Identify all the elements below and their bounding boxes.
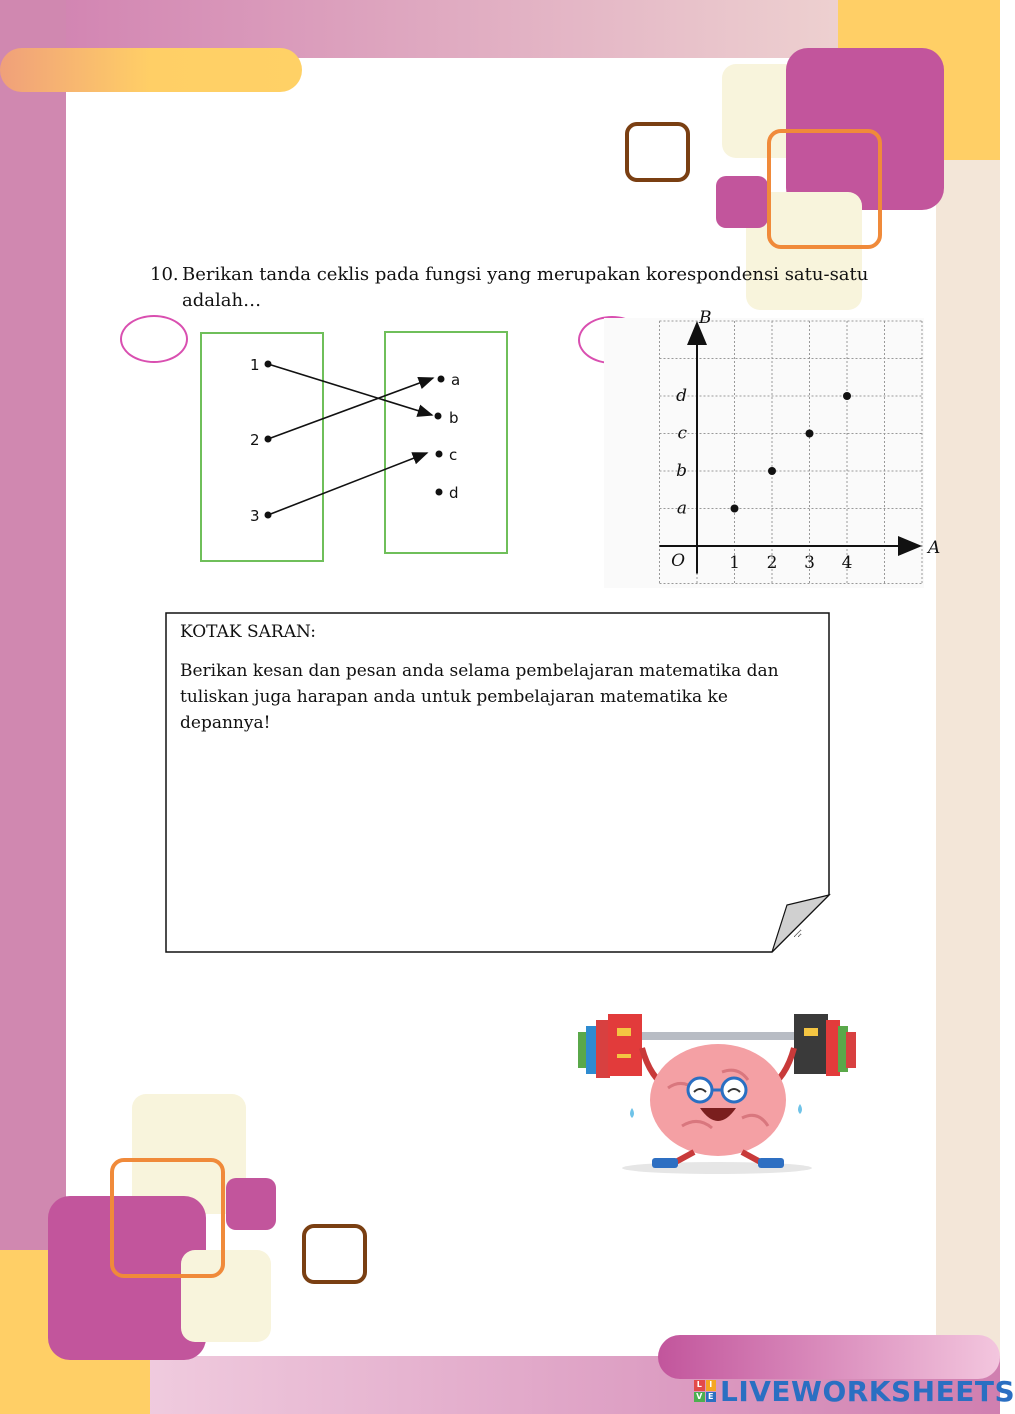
codomain-label-d: d xyxy=(449,484,459,502)
x-tick-label: 3 xyxy=(804,553,815,573)
suggestion-answer-input[interactable] xyxy=(178,744,802,938)
x-tick-label: 4 xyxy=(841,553,853,573)
question-number: 10. xyxy=(150,264,179,285)
arrow-1-to-b xyxy=(268,364,432,415)
codomain-label-a: a xyxy=(451,371,461,389)
bottom-pill xyxy=(658,1335,1000,1379)
y-tick-label: a xyxy=(676,498,687,519)
codomain-dot-c xyxy=(436,451,443,458)
logo-letter-v: V xyxy=(694,1392,705,1403)
domain-label-3: 3 xyxy=(250,507,260,525)
x-tick-label: 1 xyxy=(729,553,740,573)
liveworksheets-logo xyxy=(694,1374,1015,1408)
origin-label: O xyxy=(671,551,685,571)
liveworksheets-logo-icon xyxy=(694,1380,716,1402)
logo-letter-l: L xyxy=(694,1380,705,1391)
codomain-dot-b xyxy=(435,413,442,420)
codomain-dot-d xyxy=(436,489,443,496)
brand-name: LIVEWORKSHEETS xyxy=(720,1374,1015,1408)
arrow-3-to-c xyxy=(268,453,427,515)
magenta-small-square-bottom xyxy=(226,1178,276,1230)
domain-label-2: 2 xyxy=(250,431,260,449)
data-point-2 xyxy=(768,467,776,475)
brain-lifting-books-icon xyxy=(572,1008,862,1178)
arrow-2-to-a xyxy=(268,378,433,439)
y-tick-label: c xyxy=(677,423,687,444)
y-tick-label: b xyxy=(676,461,687,481)
logo-letter-i: I xyxy=(706,1380,717,1391)
brown-outline-square-bottom xyxy=(304,1226,365,1282)
suggestion-title: KOTAK SARAN: xyxy=(180,622,316,642)
x-tick-label: 2 xyxy=(766,553,778,573)
coordinate-graph xyxy=(604,308,941,588)
codomain-label-c: c xyxy=(449,446,458,464)
data-point-4 xyxy=(843,392,851,400)
logo-letter-e: E xyxy=(706,1392,717,1403)
x-axis-label: A xyxy=(928,538,941,558)
data-point-1 xyxy=(731,505,739,513)
domain-label-1: 1 xyxy=(250,356,260,374)
question-text: Berikan tanda ceklis pada fungsi yang merupakan korespondensi satu-satu adalah… xyxy=(182,264,869,311)
y-tick-label: d xyxy=(676,386,687,406)
codomain-dot-a xyxy=(438,376,445,383)
y-axis-label: B xyxy=(699,308,712,328)
data-point-3 xyxy=(806,430,814,438)
suggestion-prompt: Berikan kesan dan pesan anda selama pembelajaran matematika dan tuliskan juga harapan anda untuk pembelajaran matematika ke depannya! xyxy=(180,661,779,733)
cream-square-bottom2 xyxy=(181,1250,271,1342)
codomain-label-b: b xyxy=(449,409,459,427)
